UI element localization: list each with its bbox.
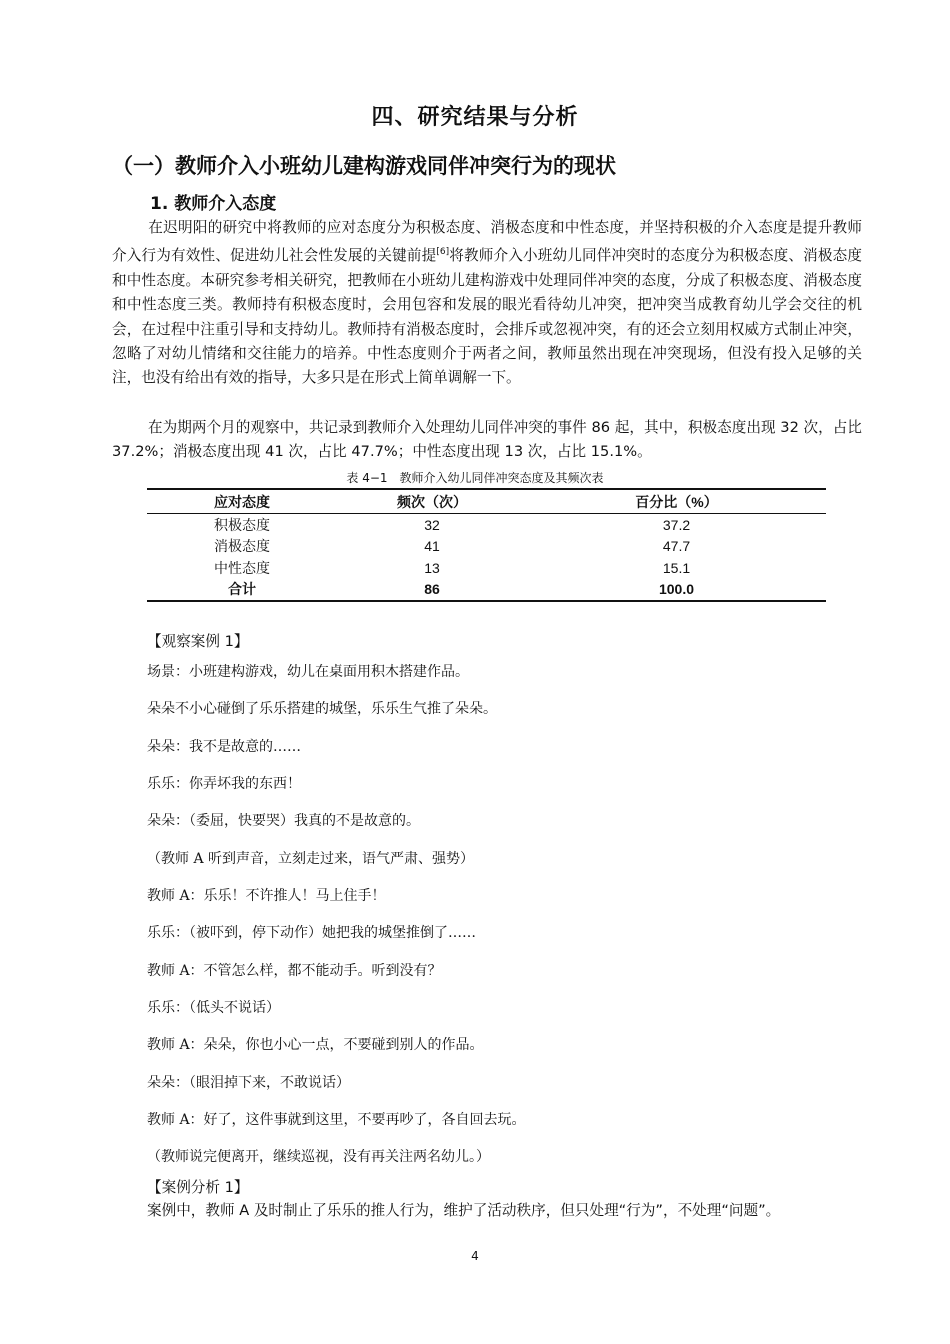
paragraph-text: 将教师介入小班幼儿同伴冲突时的态度分为积极态度、消极态度和中性态度。本研究参考相关研究，把教师在小班幼儿建构游戏中处理同伴冲突的态度，分成了积极态度、消极态度和中性态度三类。教师持有积极态度时，会用包容和发展的眼光看待幼儿冲突，把冲突当成教育幼儿学会交往的机会，在过程中注重引导和支持幼儿。教师持有消极态度时，会排斥或忽视冲突，有的还会立刻用权威方式制止冲突，忽略了对幼儿情绪和交往能力的培养。中性态度则介于两者之间，教师虽然出现在冲突现场，但没有投入足够的关注，也没有给出有效的指导，大多只是在形式上简单调解一下。 [112, 247, 862, 387]
chapter-heading: 四、研究结果与分析 [371, 105, 579, 130]
table-cell: 37.2 [662, 516, 691, 533]
column-header: 应对态度 [214, 493, 270, 510]
case-line: 教师 A：不管怎么样，都不能动手。听到没有？ [147, 963, 442, 979]
analysis-text: 案例中，教师 A 及时制止了乐乐的推人行为，维护了活动秩序，但只处理“行为”，不处理“问题”。 [147, 1202, 781, 1219]
table-row [147, 536, 826, 558]
case-line: 乐乐：（低头不说话） [147, 1000, 280, 1016]
paragraph-text: 在迟明阳的研究中将教师的应对态度分为积极态度、消极态度和中性态度，并坚持积极的介入态度是提升教师介入行为有效性、促进幼儿社会性发展的关键前提 [112, 219, 862, 265]
table-total-row [147, 579, 826, 602]
case-line: 教师 A：乐乐！不许推人！马上住手！ [147, 888, 386, 904]
table-cell: 47.7 [662, 538, 691, 555]
case-line: （教师 A 听到声音，立刻走过来，语气严肃、强势） [147, 851, 475, 867]
case-line: 朵朵不小心碰倒了乐乐搭建的城堡，乐乐生气推了朵朵。 [147, 701, 497, 717]
body-paragraph [112, 216, 862, 391]
table-row [147, 557, 826, 579]
case-line: 朵朵：我不是故意的…… [147, 739, 301, 755]
case-title: 【观察案例 1】 [147, 633, 249, 650]
case-line: 教师 A：朵朵，你也小心一点，不要碰到别人的作品。 [147, 1037, 484, 1053]
table-header-row [147, 489, 826, 514]
table-cell: 中性态度 [214, 559, 270, 576]
frequency-table [147, 488, 826, 602]
case-line: 场景：小班建构游戏，幼儿在桌面用积木搭建作品。 [147, 664, 469, 680]
page-number: 4 [471, 1249, 479, 1263]
column-header: 百分比（%） [635, 493, 718, 510]
table-cell: 32 [424, 516, 440, 533]
table-cell: 13 [424, 559, 440, 576]
case-line: 朵朵：（委屈，快要哭）我真的不是故意的。 [147, 813, 420, 829]
section-heading: （一）教师介入小班幼儿建构游戏同伴冲突行为的现状 [112, 154, 616, 178]
table-cell: 15.1 [662, 559, 691, 576]
analysis-title: 【案例分析 1】 [147, 1179, 249, 1196]
case-line: 乐乐：（被吓到，停下动作）她把我的城堡推倒了…… [147, 925, 476, 941]
table-row [147, 514, 826, 536]
case-line: 教师 A：好了，这件事就到这里，不要再吵了，各自回去玩。 [147, 1112, 526, 1128]
table-cell: 100.0 [658, 581, 695, 598]
table-cell: 86 [424, 581, 440, 598]
table-caption: 表 4−1 教师介入幼儿同伴冲突态度及其频次表 [346, 471, 604, 485]
body-paragraph [112, 416, 862, 465]
subsection-heading: 1. 教师介入态度 [150, 194, 277, 214]
case-line: 乐乐：你弄坏我的东西！ [147, 776, 301, 792]
paragraph-text: 在为期两个月的观察中，共记录到教师介入处理幼儿同伴冲突的事件 86 起，其中，积极态度出现 32 次，占比 37.2%；消极态度出现 41 次，占比 47.7%；中性态度出现 13 次，占比 15.1%。 [112, 419, 862, 461]
table-cell: 积极态度 [214, 516, 270, 533]
table-cell: 合计 [228, 581, 256, 598]
case-line: （教师说完便离开，继续巡视，没有再关注两名幼儿。） [147, 1149, 490, 1165]
citation-ref: [6] [436, 247, 450, 258]
table-cell: 41 [424, 538, 440, 555]
table-cell: 消极态度 [214, 538, 270, 555]
column-header: 频次（次） [397, 493, 467, 510]
case-line: 朵朵：（眼泪掉下来，不敢说话） [147, 1075, 350, 1091]
